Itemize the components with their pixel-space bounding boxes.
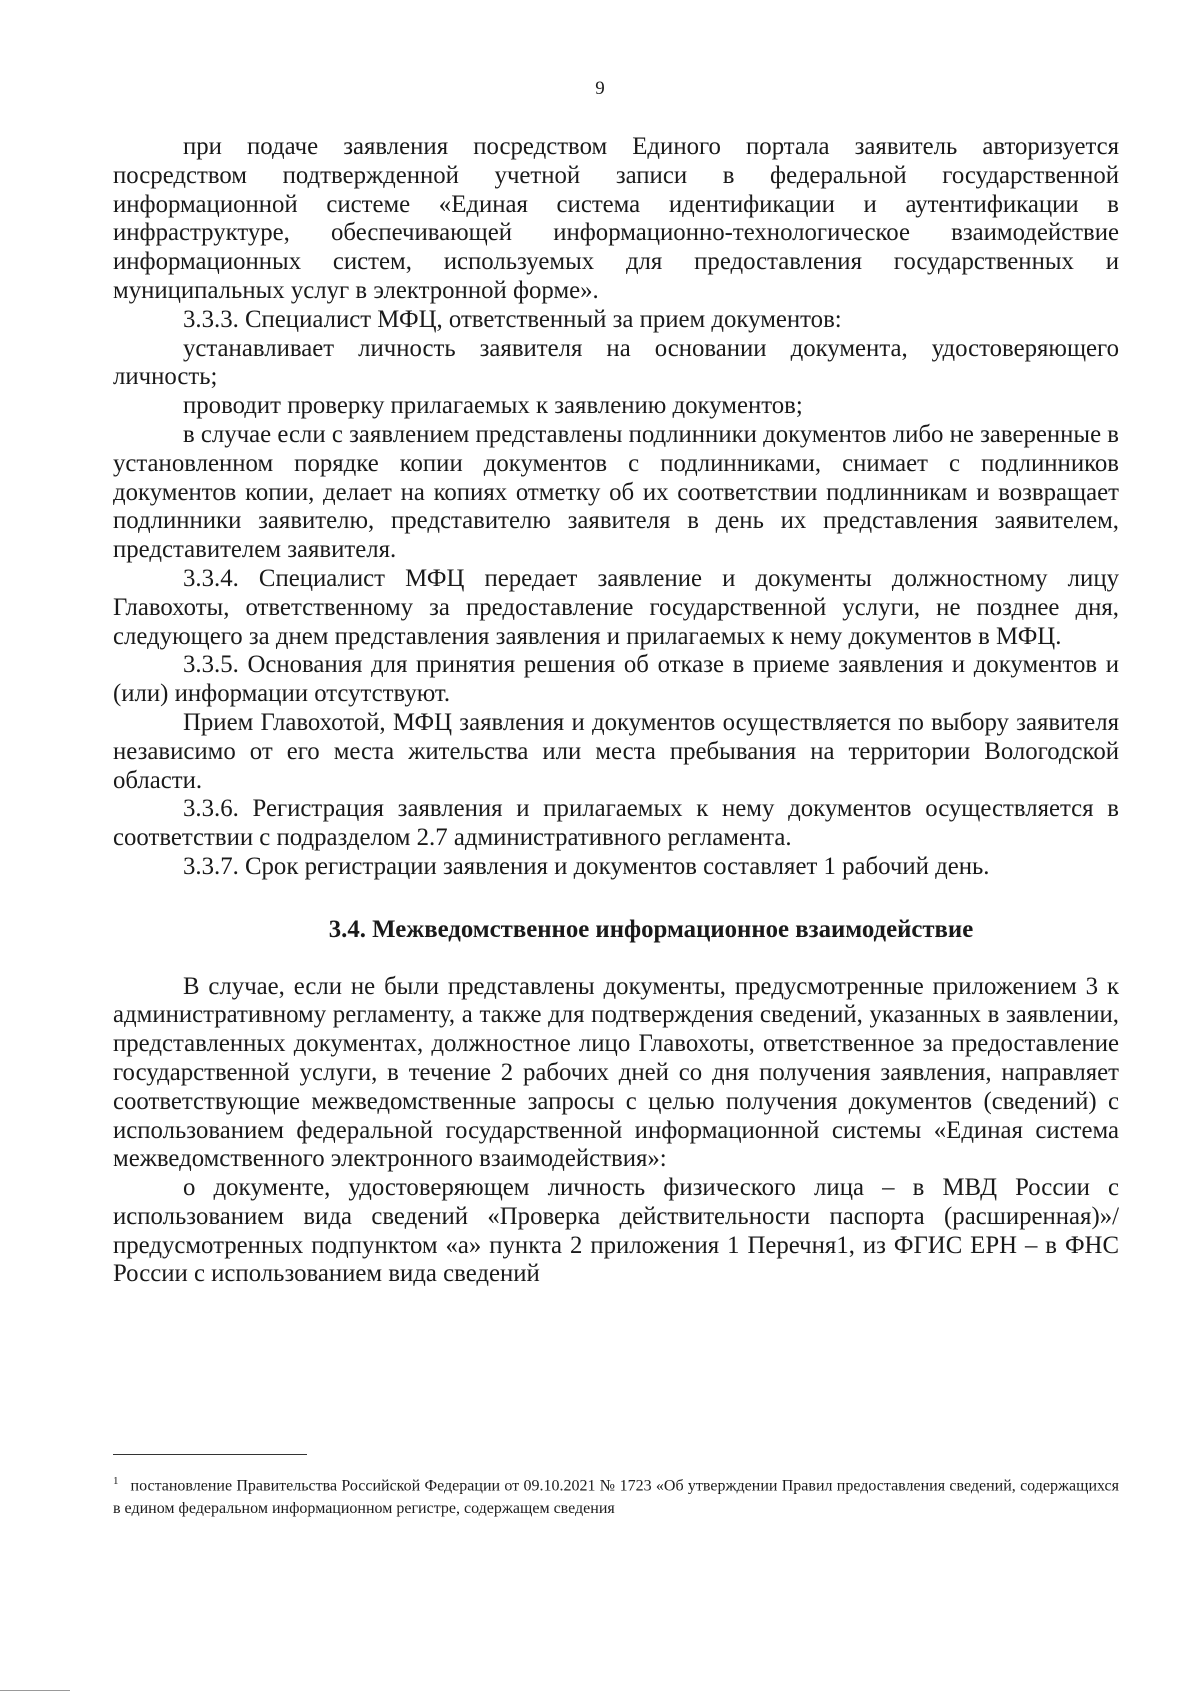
- paragraph-3-3-4: 3.3.4. Специалист МФЦ передает заявление и документы должностному лицу Главохоты, ответственному за предоставление государственной услуги, не позднее дня, следующего за днем представления заявления и прилагаемых к нему документов в МФЦ.: [113, 564, 1119, 650]
- footnote-text: постановление Правительства Российской Федерации от 09.10.2021 № 1723 «Об утверждении Правил предоставления сведений, содержащихся в едином федеральном информационном регистре, содержащем сведения: [113, 1477, 1119, 1518]
- paragraph-identity-check: устанавливает личность заявителя на основании документа, удостоверяющего личность;: [113, 334, 1119, 391]
- paragraph-3-3-7: 3.3.7. Срок регистрации заявления и документов составляет 1 рабочий день.: [183, 852, 990, 880]
- document-body: [113, 133, 1119, 1289]
- paragraph-copies: в случае если с заявлением представлены подлинники документов либо не заверенные в установленном порядке копии документов с подлинниками, снимает с подлинников документов копии, делает на копиях отметку об их соответствии подлинникам и возвращает подлинники заявителю, представителю заявителя в день их представления заявителем, представителем заявителя.: [113, 420, 1119, 564]
- section-heading: 3.4. Межведомственное информационное взаимодействие: [328, 915, 974, 943]
- paragraph-portal-authorization: при подаче заявления посредством Единого портала заявитель авторизуется посредством подтвержденной учетной записи в федеральной государственной информационной системе «Единая система идентификации и аутентификации в инфраструктуре, обеспечивающей информационно-технологическое взаимодействие информационных систем, используемых для предоставления государственных и муниципальных услуг в электронной форме».: [113, 133, 1119, 304]
- paragraph-documents-check: проводит проверку прилагаемых к заявлению документов;: [183, 392, 803, 420]
- page-number: 9: [595, 78, 605, 99]
- paragraph-reception: Прием Главохотой, МФЦ заявления и документов осуществляется по выбору заявителя независимо от его места жительства или места пребывания на территории Вологодской области.: [113, 708, 1119, 794]
- paragraph-3-3-6: 3.3.6. Регистрация заявления и прилагаемых к нему документов осуществляется в соответствии с подразделом 2.7 административного регламента.: [113, 795, 1119, 852]
- footnote-separator: [113, 1454, 307, 1455]
- scan-edge-line: [0, 1690, 70, 1691]
- paragraph-3-3-5: 3.3.5. Основания для принятия решения об отказе в приеме заявления и документов и (или) информации отсутствуют.: [113, 651, 1119, 708]
- footnote: [113, 1470, 1119, 1520]
- paragraph-3-3-3: 3.3.3. Специалист МФЦ, ответственный за прием документов:: [183, 305, 842, 333]
- footnote-marker: 1: [113, 1475, 119, 1487]
- paragraph-identity-document: о документе, удостоверяющем личность физического лица – в МВД России с использованием вида сведений «Проверка действительности паспорта (расширенная)»/предусмотренных подпунктом «а» пункта 2 приложения 1 Перечня1, из ФГИС ЕРН – в ФНС России с использованием вида сведений: [113, 1174, 1119, 1288]
- paragraph-interagency-requests: В случае, если не были представлены документы, предусмотренные приложением 3 к административному регламенту, а также для подтверждения сведений, указанных в заявлении, представленных документах, должностное лицо Главохоты, ответственное за предоставление государственной услуги, в течение 2 рабочих дней со дня получения заявления, направляет соответствующие межведомственные запросы с целью получения документов (сведений) с использованием федеральной государственной информационной системы «Единая система межведомственного электронного взаимодействия»:: [113, 972, 1119, 1173]
